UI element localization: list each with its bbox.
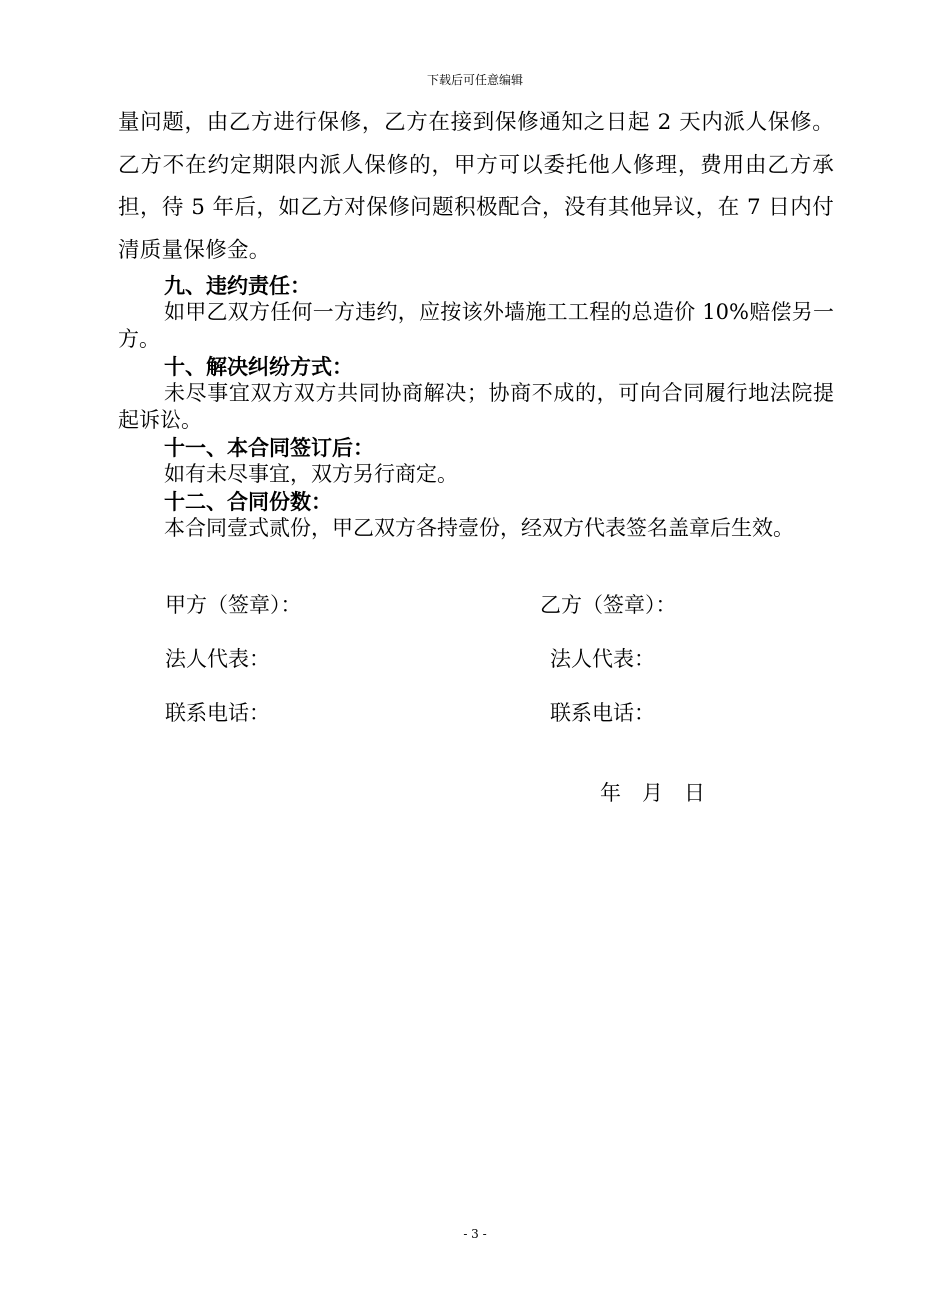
party-b-phone-label: 联系电话： [550,701,655,725]
section-body-breach: 如甲乙双方任何一方违约，应按该外墙施工工程的总造价 10%赔偿另一方。 [118,300,834,351]
contract-sections [118,272,834,542]
section-heading-dispute: 十、解决纠纷方式： [164,354,353,379]
party-b-signature-label: 乙方（签章）： [540,593,677,617]
party-b-legal-rep-label: 法人代表： [550,647,655,671]
party-a-signature-label: 甲方（签章）： [165,593,302,617]
section-body-copies: 本合同壹式贰份，甲乙双方各持壹份，经双方代表签名盖章后生效。 [164,516,794,540]
page-number: - 3 - [463,1227,487,1241]
section-body-after-signing: 如有未尽事宜，双方另行商定。 [164,462,458,486]
section-heading-copies: 十二、合同份数： [164,489,332,514]
section-body-dispute: 未尽事宜双方双方共同协商解决；协商不成的，可向合同履行地法院提起诉讼。 [118,381,834,432]
section-heading-after-signing: 十一、本合同签订后： [164,435,374,460]
opening-paragraph: 量问题，由乙方进行保修，乙方在接到保修通知之日起 2 天内派人保修。乙方不在约定期限内派人保修的，甲方可以委托他人修理，费用由乙方承担，待 5 年后，如乙方对保修问题积极配合，没有其他异议，在 7 日内付清质量保修金。 [118,110,834,263]
party-a-legal-rep-label: 法人代表： [165,647,270,671]
date-line: 年 月 日 [600,781,705,805]
party-a-phone-label: 联系电话： [165,701,270,725]
section-heading-breach: 九、违约责任： [164,273,311,298]
header-note: 下载后可任意编辑 [426,73,523,87]
